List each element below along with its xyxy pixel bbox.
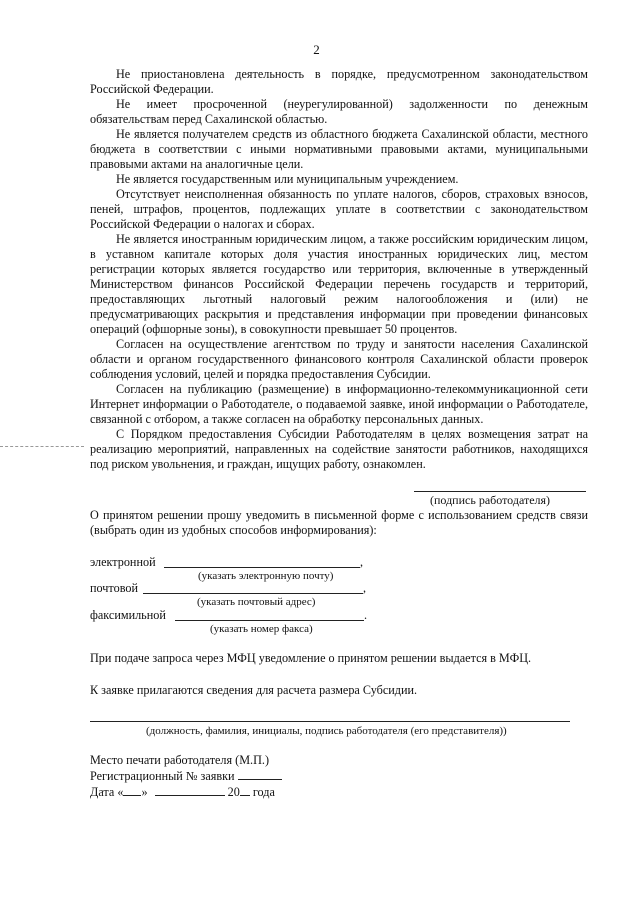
stamp-label: Место печати работодателя (М.П.) xyxy=(90,753,270,767)
date-year-field[interactable] xyxy=(240,784,250,796)
fax-field-hint: (указать номер факса) xyxy=(210,623,313,635)
fax-field[interactable] xyxy=(175,620,364,621)
date-year-prefix: 20 xyxy=(227,785,240,799)
paragraph: Согласен на публикацию (размещение) в информационно-телекоммуникационной сети Интернет информации о Работодателе, о подаваемой заявке, иной информации о Работодателе, связанной с отбором, а также согласен на обработку персональных данных. xyxy=(90,382,588,426)
email-field-end: , xyxy=(360,555,364,569)
representative-signature-caption: (должность, фамилия, инициалы, подпись работодателя (его представителя)) xyxy=(146,725,507,737)
fax-field-end: . xyxy=(364,608,368,622)
employer-signature-caption: (подпись работодателя) xyxy=(430,493,551,507)
date-close-quote: » xyxy=(141,785,148,799)
conditions-text xyxy=(90,67,588,472)
paragraph: Не имеет просроченной (неурегулированной) задолженности по денежным обязательствам перед Сахалинской областью. xyxy=(90,97,588,126)
date-label: Дата « xyxy=(90,785,124,799)
mfc-note: При подаче запроса через МФЦ уведомление о принятом решении выдается в МФЦ. xyxy=(90,651,532,665)
attachment-note: К заявке прилагаются сведения для расчета размера Субсидии. xyxy=(90,683,418,697)
date-year-suffix: года xyxy=(252,785,275,799)
date-row xyxy=(90,784,275,800)
registration-label: Регистрационный № заявки xyxy=(90,769,235,783)
representative-signature-line[interactable] xyxy=(90,721,570,722)
notify-request-text: О принятом решении прошу уведомить в письменной форме с использованием средств связи (выбрать один из удобных способов информирования): xyxy=(90,508,588,537)
margin-dash-mark xyxy=(0,446,84,447)
paragraph: С Порядком предоставления Субсидии Работодателям в целях возмещения затрат на реализацию мероприятий, направленных на содействие занятости работников, находящихся под риском увольнения, и граждан, ищущих работу, ознакомлен. xyxy=(90,427,588,471)
paragraph: Согласен на осуществление агентством по труду и занятости населения Сахалинской области и органом государственного финансового контроля Сахалинской области проверок соблюдения условий, целей и порядка предоставления Субсидии. xyxy=(90,337,588,381)
postal-field-label: почтовой xyxy=(90,581,138,595)
email-field[interactable] xyxy=(164,567,360,568)
date-day-field[interactable] xyxy=(123,784,141,796)
email-field-hint: (указать электронную почту) xyxy=(198,570,334,582)
page-number: 2 xyxy=(313,42,320,57)
paragraph: Не приостановлена деятельность в порядке, предусмотренном законодательством Российской Федерации. xyxy=(90,67,588,96)
paragraph: Не является иностранным юридическим лицом, а также российским юридическим лицом, в уставном капитале которых доля участия иностранных юридических лиц, местом регистрации которых является государство или территория, включенные в утвержденный Министерством финансов Российской Федерации перечень государств и территорий, предоставляющих льготный налоговый режим налогообложения и (или) не предусматривающих раскрытия и представления информации при проведении финансовых операций (офшорные зоны), в совокупности превышает 50 процентов. xyxy=(90,232,588,336)
paragraph: Не является государственным или муниципальным учреждением. xyxy=(116,172,459,186)
paragraph: Отсутствует неисполненная обязанность по уплате налогов, сборов, страховых взносов, пеней, штрафов, процентов, подлежащих уплате в соответствии с законодательством Российской Федерации о налогах и сборах. xyxy=(90,187,588,231)
employer-signature-line[interactable] xyxy=(414,491,586,492)
postal-address-field[interactable] xyxy=(143,593,363,594)
fax-field-label: факсимильной xyxy=(90,608,166,622)
postal-field-end: , xyxy=(363,581,367,595)
email-field-label: электронной xyxy=(90,555,156,569)
date-month-field[interactable] xyxy=(155,784,225,796)
registration-number-field[interactable] xyxy=(238,768,282,780)
paragraph: Не является получателем средств из областного бюджета Сахалинской области, местного бюджета в соответствии с иными нормативными правовыми актами, муниципальными правовыми актами на аналогичные цели. xyxy=(90,127,588,171)
registration-row xyxy=(90,768,282,784)
postal-field-hint: (указать почтовый адрес) xyxy=(197,596,316,608)
